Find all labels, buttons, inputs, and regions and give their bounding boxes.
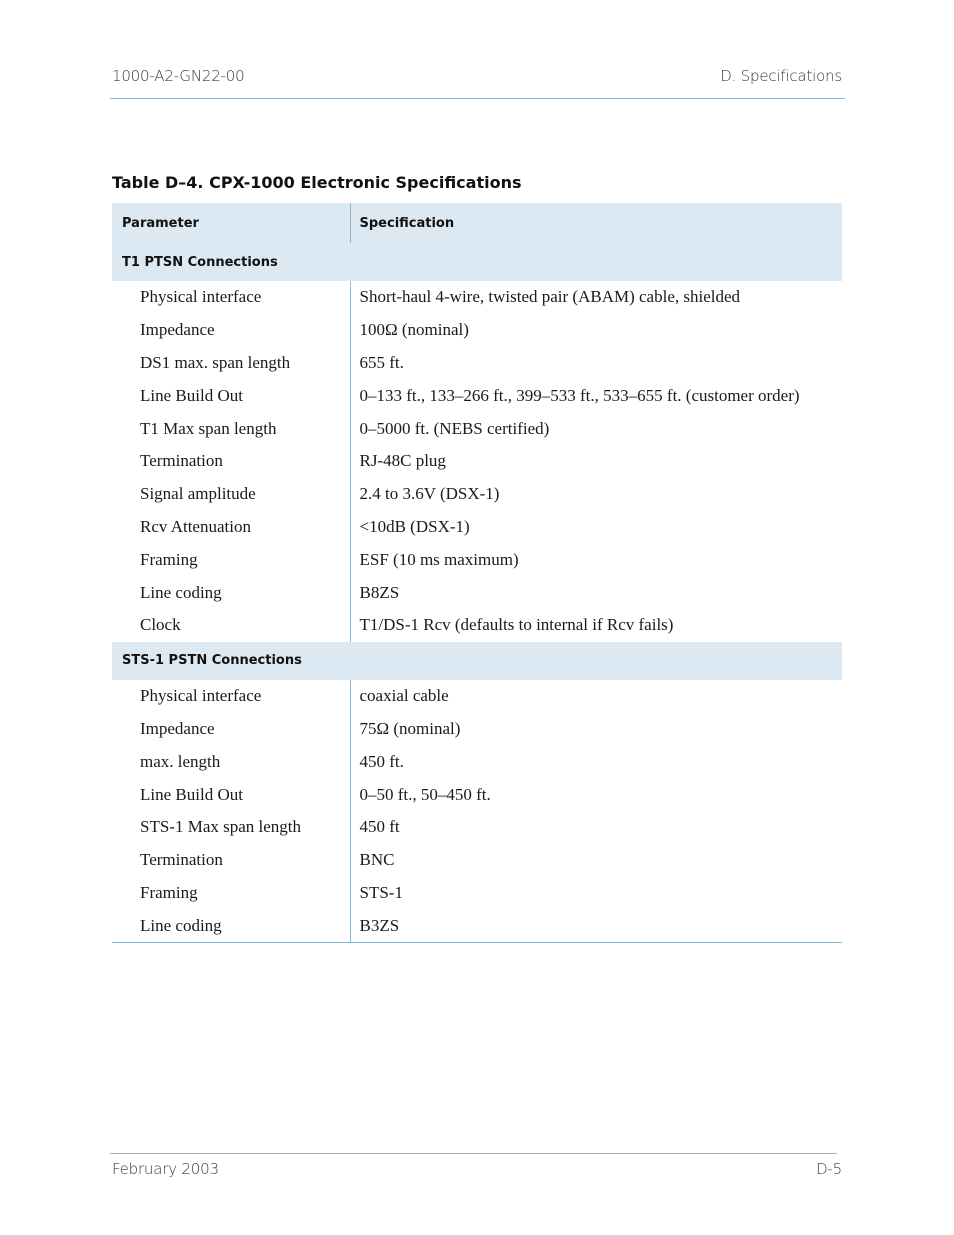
parameter-cell: Clock bbox=[112, 609, 350, 642]
table-row bbox=[112, 314, 842, 347]
specification-cell: coaxial cable bbox=[359, 686, 449, 706]
parameter-cell: Signal amplitude bbox=[112, 478, 350, 511]
section-title: T1 PTSN Connections bbox=[112, 243, 842, 281]
specification-cell: 100Ω (nominal) bbox=[359, 320, 469, 340]
parameter-cell: Line coding bbox=[112, 909, 350, 942]
specification-cell: B8ZS bbox=[359, 582, 400, 602]
header-section: D. Specifications bbox=[720, 67, 842, 85]
specification-cell: STS-1 bbox=[359, 882, 403, 902]
parameter-cell: Termination bbox=[112, 844, 350, 877]
parameter-cell: Rcv Attenuation bbox=[112, 511, 350, 544]
table-title: Table D–4. CPX-1000 Electronic Specifications bbox=[112, 173, 522, 192]
specification-cell: RJ-48C plug bbox=[359, 451, 446, 471]
footer-rule bbox=[110, 1153, 837, 1154]
specification-cell: 0–5000 ft. (NEBS certified) bbox=[359, 418, 550, 438]
specification-cell: 655 ft. bbox=[359, 352, 404, 372]
specification-cell: Short-haul 4-wire, twisted pair (ABAM) cable, shielded bbox=[359, 287, 741, 307]
table-row bbox=[112, 844, 842, 877]
table-row bbox=[112, 909, 842, 942]
table-row bbox=[112, 811, 842, 844]
header-rule bbox=[110, 98, 845, 99]
table-row bbox=[112, 778, 842, 811]
column-header-specification: Specification bbox=[350, 203, 842, 243]
table-row bbox=[112, 877, 842, 910]
table-row bbox=[112, 576, 842, 609]
header-doc-id: 1000-A2-GN22-00 bbox=[112, 67, 245, 85]
parameter-cell: Termination bbox=[112, 445, 350, 478]
specification-cell: 450 ft. bbox=[359, 751, 404, 771]
section-title: STS-1 PSTN Connections bbox=[112, 642, 842, 680]
table-row bbox=[112, 347, 842, 380]
specification-cell: 0–50 ft., 50–450 ft. bbox=[359, 784, 491, 804]
footer-page-number: D-5 bbox=[816, 1160, 842, 1178]
specification-cell: ESF (10 ms maximum) bbox=[359, 549, 519, 569]
table-row bbox=[112, 445, 842, 478]
table-row bbox=[112, 281, 842, 314]
parameter-cell: Physical interface bbox=[112, 680, 350, 713]
table-row bbox=[112, 543, 842, 576]
table-row bbox=[112, 478, 842, 511]
table-row bbox=[112, 609, 842, 642]
parameter-cell: Line coding bbox=[112, 576, 350, 609]
parameter-cell: T1 Max span length bbox=[112, 412, 350, 445]
parameter-cell: max. length bbox=[112, 745, 350, 778]
specification-cell: T1/DS-1 Rcv (defaults to internal if Rcv fails) bbox=[359, 615, 674, 635]
parameter-cell: Impedance bbox=[112, 314, 350, 347]
table-row bbox=[112, 511, 842, 544]
parameter-cell: Framing bbox=[112, 543, 350, 576]
table-body bbox=[112, 243, 842, 943]
specification-cell: 450 ft bbox=[359, 817, 400, 837]
spec-table bbox=[112, 203, 842, 943]
table-row bbox=[112, 713, 842, 746]
specification-cell: 75Ω (nominal) bbox=[359, 718, 461, 738]
section-header-row bbox=[112, 642, 842, 680]
specification-cell: 2.4 to 3.6V (DSX-1) bbox=[359, 484, 500, 504]
parameter-cell: Framing bbox=[112, 877, 350, 910]
parameter-cell: Line Build Out bbox=[112, 379, 350, 412]
table-row bbox=[112, 745, 842, 778]
column-header-parameter: Parameter bbox=[112, 203, 350, 243]
specification-cell: <10dB (DSX-1) bbox=[359, 516, 470, 536]
section-header-row bbox=[112, 243, 842, 281]
table-header-row bbox=[112, 203, 842, 243]
table-row bbox=[112, 379, 842, 412]
specification-cell: 0–133 ft., 133–266 ft., 399–533 ft., 533–655 ft. (customer order) bbox=[359, 385, 800, 405]
specification-cell: B3ZS bbox=[350, 909, 842, 942]
parameter-cell: DS1 max. span length bbox=[112, 347, 350, 380]
parameter-cell: Line Build Out bbox=[112, 778, 350, 811]
specification-cell: BNC bbox=[359, 850, 395, 870]
table-row bbox=[112, 680, 842, 713]
parameter-cell: Physical interface bbox=[112, 281, 350, 314]
parameter-cell: Impedance bbox=[112, 713, 350, 746]
table-row bbox=[112, 412, 842, 445]
parameter-cell: STS-1 Max span length bbox=[112, 811, 350, 844]
footer-date: February 2003 bbox=[112, 1160, 219, 1178]
